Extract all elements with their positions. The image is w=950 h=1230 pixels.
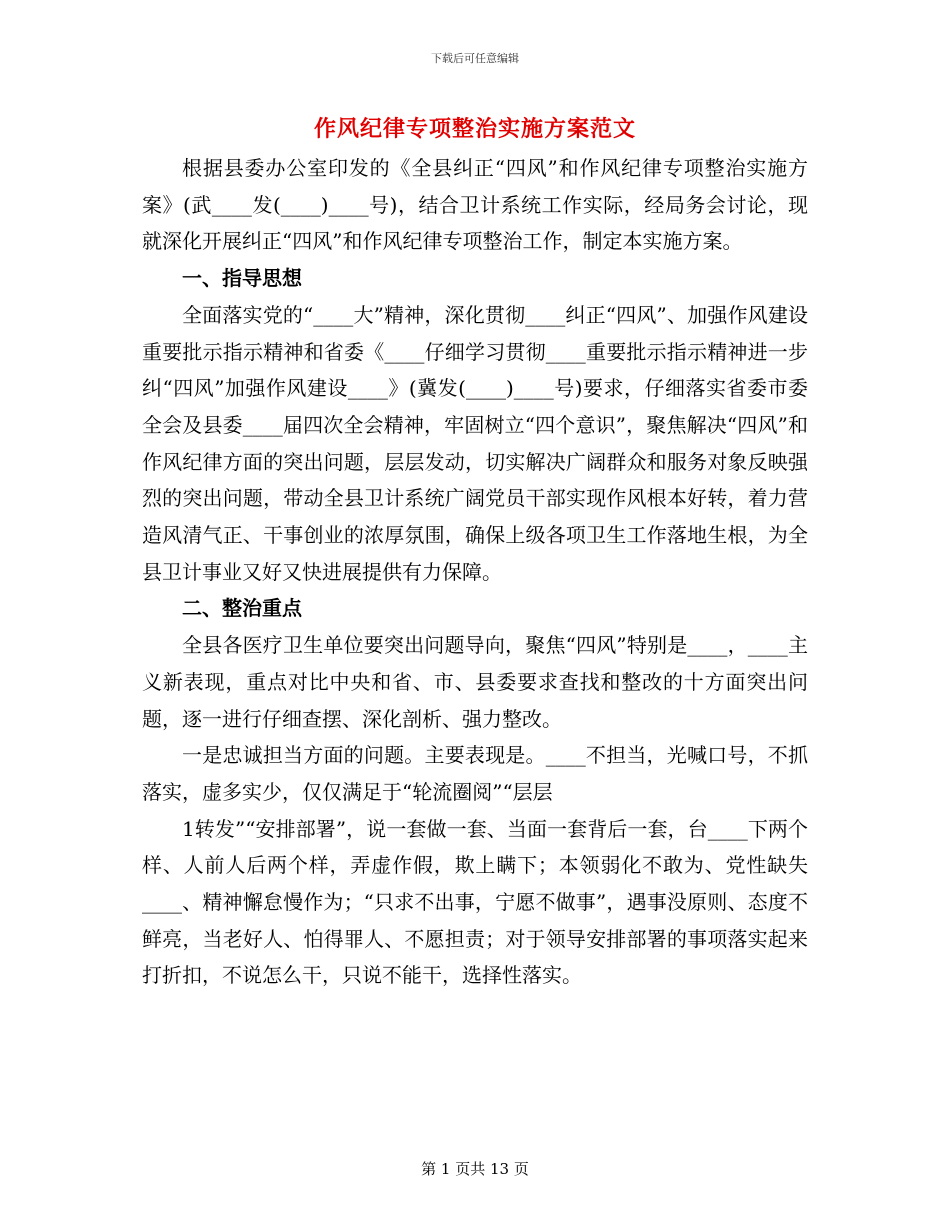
paragraph-guiding-ideology: 全面落实党的“____大”精神，深化贯彻____纠正“四风”、加强作风建设重要批示指示精神和省委《____仔细学习贯彻____重要批示指示精神进一步纠“四风”加强作风建设____》(冀发(____)____号)要求，仔细落实省委市委全会及县委____届四次全会精神，牢固树立“四个意识”，聚焦解决“四风”和作风纪律方面的突出问题，层层发动，切实解决广阔群众和服务对象反映强烈的突出问题，带动全县卫计系统广阔党员干部实现作风根本好转，着力营造风清气正、干事创业的浓厚氛围，确保上级各项卫生工作落地生根，为全县卫计事业又好又快进展提供有力保障。 xyxy=(142,302,808,584)
section-heading-rectification-focus: 二、整治重点 xyxy=(182,596,302,621)
document-body xyxy=(142,150,808,994)
document-title: 作风纪律专项整治实施方案范文 xyxy=(313,116,636,142)
section-heading-guiding-ideology: 一、指导思想 xyxy=(182,266,302,291)
header-note: 下载后可任意编辑 xyxy=(431,52,519,65)
paragraph-intro: 根据县委办公室印发的《全县纠正“四风”和作风纪律专项整治实施方案》(武____发(____)____号)，结合卫计系统工作实际，经局务会讨论，现就深化开展纠正“四风”和作风纪律专项整治工作，制定本实施方案。 xyxy=(142,156,808,254)
paragraph-loyalty-issues: 一是忠诚担当方面的问题。主要表现是。____不担当，光喊口号，不抓落实，虚多实少，仅仅满足于“轮流圈阅”“层层 xyxy=(142,743,808,804)
paragraph-rectification-focus: 全县各医疗卫生单位要突出问题导向，聚焦“四风”特别是____，____主义新表现，重点对比中央和省、市、县委要求查找和整改的十方面突出问题，逐一进行仔细查摆、深化剖析、强力整改。 xyxy=(142,633,808,731)
paragraph-loyalty-issues-continued: 1转发”“安排部署”，说一套做一套、当面一套背后一套，台____下两个样、人前人后两个样，弄虚作假，欺上瞒下；本领弱化不敢为、党性缺失____、精神懈怠慢作为；“只求不出事，宁愿不做事”，遇事没原则、态度不鲜亮，当老好人、怕得罪人、不愿担责；对于领导安排部署的事项落实起来打折扣，不说怎么干，只说不能干，选择性落实。 xyxy=(142,816,808,988)
page-footer: 第 1 页共 13 页 xyxy=(421,1160,529,1178)
